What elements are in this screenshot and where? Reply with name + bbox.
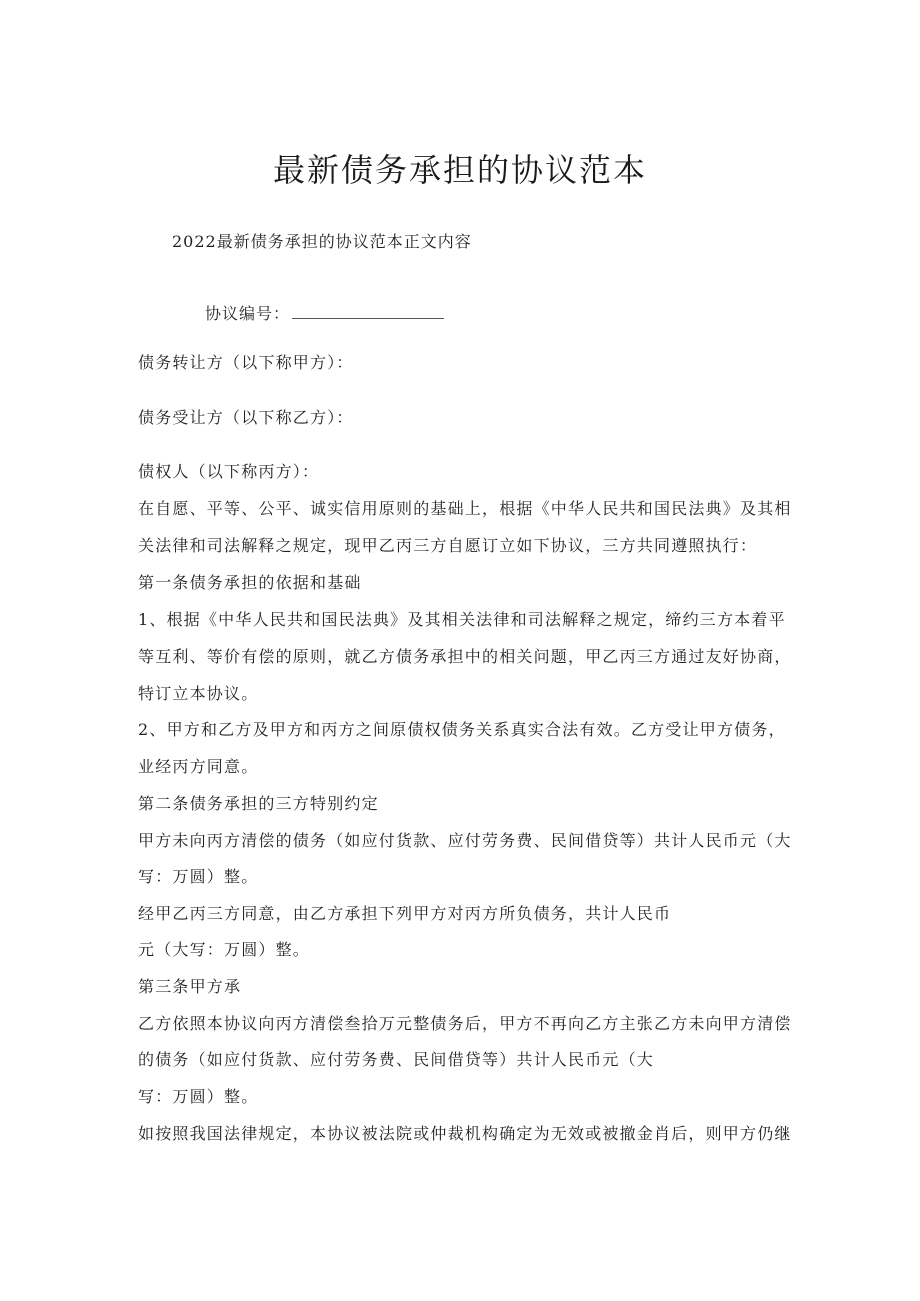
article-heading: 第三条甲方承 <box>138 977 242 996</box>
paragraph-line: 业经丙方同意。 <box>138 757 259 776</box>
paragraph-line: 经甲乙丙三方同意，由乙方承担下列甲方对丙方所负债务，共计人民币 <box>138 904 672 923</box>
paragraph-line: 1、根据《中华人民共和国民法典》及其相关法律和司法解释之规定，缔约三方本着平 <box>138 610 786 629</box>
paragraph-line: 2、甲方和乙方及甲方和丙方之间原债权债务关系真实合法有效。乙方受让甲方债务， <box>138 720 786 739</box>
document-title: 最新债务承担的协议范本 <box>272 151 647 189</box>
article-heading: 第二条债务承担的三方特别约定 <box>138 794 379 813</box>
agreement-number-blank <box>292 304 444 319</box>
agreement-number-field <box>205 301 444 324</box>
paragraph-line: 等互利、等价有偿的原则，就乙方债务承担中的相关问题，甲乙丙三方通过友好协商， <box>138 647 792 666</box>
document-subtitle: 2022最新债务承担的协议范本正文内容 <box>172 232 472 251</box>
paragraph-line: 在自愿、平等、公平、诚实信用原则的基础上，根据《中华人民共和国民法典》及其相 <box>138 499 792 518</box>
paragraph-line: 特订立本协议。 <box>138 684 259 703</box>
transferee-line: 债务受让方（以下称乙方）： <box>138 408 354 427</box>
paragraph-line: 写：万圆）整。 <box>138 867 259 886</box>
agreement-number-label: 协议编号： <box>205 304 291 323</box>
paragraph-line: 元（大写：万圆）整。 <box>138 940 311 959</box>
creditor-line: 债权人（以下称丙方）： <box>138 462 320 481</box>
paragraph-line: 的债务（如应付货款、应付劳务费、民间借贷等）共计人民币元（大 <box>138 1050 655 1069</box>
transferor-line: 债务转让方（以下称甲方）： <box>138 353 354 372</box>
paragraph-line: 甲方未向丙方清偿的债务（如应付货款、应付劳务费、民间借贷等）共计人民币元（大 <box>138 831 792 850</box>
paragraph-line: 如按照我国法律规定，本协议被法院或仲裁机构确定为无效或被撤金肖后，则甲方仍继 <box>138 1124 792 1143</box>
paragraph-line: 写：万圆）整。 <box>138 1087 259 1106</box>
paragraph-line: 关法律和司法解释之规定，现甲乙丙三方自愿订立如下协议，三方共同遵照执行： <box>138 536 758 555</box>
paragraph-line: 乙方依照本协议向丙方清偿叁拾万元整债务后，甲方不再向乙方主张乙方未向甲方清偿 <box>138 1014 792 1033</box>
article-heading: 第一条债务承担的依据和基础 <box>138 573 362 592</box>
